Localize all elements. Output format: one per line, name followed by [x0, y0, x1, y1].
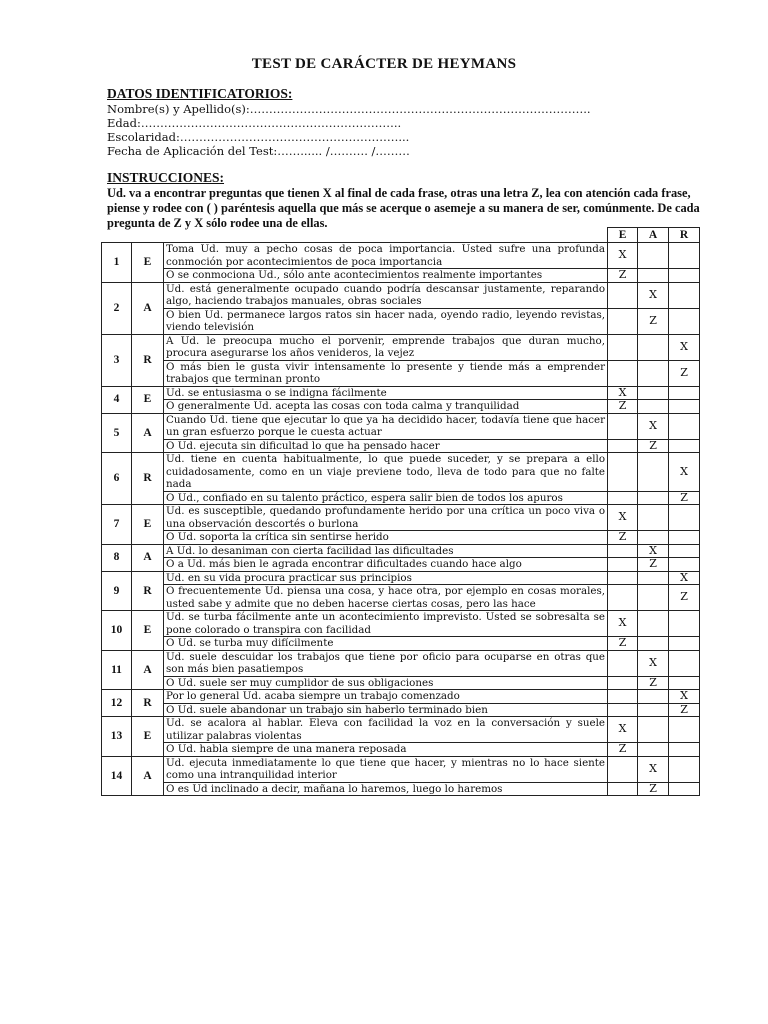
question-z-text[interactable]: O Ud., confiado en su talento práctico, espera salir bien de todos los apuros: [164, 491, 608, 505]
answer-cell-r[interactable]: Z: [669, 703, 700, 717]
table-row: [102, 611, 700, 637]
answer-cell-a: [638, 360, 669, 386]
answer-cell-a: [638, 505, 669, 531]
answer-cell-e[interactable]: X: [608, 386, 638, 400]
answer-cell-r[interactable]: X: [669, 690, 700, 704]
item-type: E: [132, 717, 164, 757]
item-type: A: [132, 282, 164, 334]
question-z-text[interactable]: O Ud. se turba muy difícilmente: [164, 637, 608, 651]
answer-cell-r[interactable]: Z: [669, 491, 700, 505]
table-row: [102, 243, 700, 269]
question-x-text[interactable]: A Ud. le preocupa mucho el porvenir, emprende trabajos que duran mucho, procura asegurarse los años venideros, la vejez: [164, 334, 608, 360]
answer-cell-r: [669, 243, 700, 269]
table-row: [102, 453, 700, 492]
answer-cell-e: [608, 413, 638, 439]
answer-cell-r: [669, 505, 700, 531]
question-x-text[interactable]: Ud. tiene en cuenta habitualmente, lo que puede suceder, y se prepara a ello cuidadosamente, como en un viaje previene todo, lleva de todo para que no falte nada: [164, 453, 608, 492]
table-row: [102, 558, 700, 572]
item-number: 8: [102, 544, 132, 571]
answer-cell-r: [669, 782, 700, 796]
answer-cell-a[interactable]: Z: [638, 439, 669, 453]
table-header-row: [102, 228, 700, 243]
answer-cell-a: [638, 743, 669, 757]
answer-cell-r: [669, 637, 700, 651]
question-x-text[interactable]: Ud. se entusiasma o se indigna fácilmente: [164, 386, 608, 400]
table-row: [102, 756, 700, 782]
answer-cell-r: [669, 717, 700, 743]
item-type: E: [132, 243, 164, 283]
field-fecha: Fecha de Aplicación del Test:……...... /………. /………: [107, 144, 410, 158]
answer-cell-e: [608, 676, 638, 690]
question-z-text[interactable]: O se conmociona Ud., sólo ante acontecimientos realmente importantes: [164, 269, 608, 283]
answer-cell-e: [608, 690, 638, 704]
question-z-text[interactable]: O generalmente Ud. acepta las cosas con toda calma y tranquilidad: [164, 400, 608, 414]
answer-cell-a[interactable]: X: [638, 544, 669, 558]
field-escolaridad: Escolaridad:…………………………………………………...: [107, 130, 410, 144]
table-row: [102, 650, 700, 676]
item-type: E: [132, 611, 164, 651]
table-row: [102, 571, 700, 585]
item-number: 11: [102, 650, 132, 690]
question-x-text[interactable]: Ud. se turba fácilmente ante un acontecimiento imprevisto. Usted se sobresalta se pone colorado o transpira con facilidad: [164, 611, 608, 637]
table-row: [102, 400, 700, 414]
table-row: [102, 308, 700, 334]
answer-cell-e[interactable]: X: [608, 611, 638, 637]
item-type: A: [132, 756, 164, 796]
answer-cell-r: [669, 400, 700, 414]
item-number: 9: [102, 571, 132, 611]
question-z-text[interactable]: O Ud. suele ser muy cumplidor de sus obligaciones: [164, 676, 608, 690]
answer-cell-r: [669, 531, 700, 545]
answer-cell-e: [608, 308, 638, 334]
table-row: [102, 690, 700, 704]
answer-cell-r: [669, 611, 700, 637]
header-blank: [102, 228, 608, 243]
table-row: [102, 676, 700, 690]
item-type: A: [132, 413, 164, 453]
table-row: [102, 544, 700, 558]
answer-cell-e: [608, 544, 638, 558]
answer-cell-a: [638, 400, 669, 414]
answer-cell-r: [669, 308, 700, 334]
answer-cell-e: [608, 585, 638, 611]
answer-cell-a: [638, 334, 669, 360]
question-z-text[interactable]: O Ud. suele abandonar un trabajo sin haberlo terminado bien: [164, 703, 608, 717]
answer-cell-a[interactable]: X: [638, 282, 669, 308]
question-x-text[interactable]: A Ud. lo desaniman con cierta facilidad las dificultades: [164, 544, 608, 558]
item-type: R: [132, 453, 164, 505]
question-z-text[interactable]: O Ud. ejecuta sin dificultad lo que ha pensado hacer: [164, 439, 608, 453]
answer-cell-a: [638, 611, 669, 637]
field-edad: Edad:…………………………………………………………..: [107, 116, 402, 130]
answer-cell-e: [608, 282, 638, 308]
datos-heading: DATOS IDENTIFICATORIOS:: [107, 86, 293, 101]
field-nombre: Nombre(s) y Apellido(s):……………………………………………………………………………..: [107, 102, 591, 116]
answer-cell-a[interactable]: Z: [638, 558, 669, 572]
answer-cell-e[interactable]: Z: [608, 269, 638, 283]
item-number: 2: [102, 282, 132, 334]
answer-cell-a: [638, 637, 669, 651]
answer-cell-r: [669, 386, 700, 400]
item-number: 13: [102, 717, 132, 757]
question-z-text[interactable]: O Ud. habla siempre de una manera reposada: [164, 743, 608, 757]
answer-cell-r: [669, 743, 700, 757]
answer-cell-a: [638, 269, 669, 283]
table-row: [102, 269, 700, 283]
answer-cell-a[interactable]: X: [638, 756, 669, 782]
answer-cell-r: [669, 650, 700, 676]
answer-cell-e: [608, 782, 638, 796]
answer-cell-a: [638, 243, 669, 269]
item-number: 10: [102, 611, 132, 651]
answer-cell-e: [608, 571, 638, 585]
table-row: [102, 743, 700, 757]
answer-cell-e[interactable]: Z: [608, 400, 638, 414]
question-x-text[interactable]: Por lo general Ud. acaba siempre un trabajo comenzado: [164, 690, 608, 704]
answer-cell-a: [638, 571, 669, 585]
table-row: [102, 282, 700, 308]
table-row: [102, 413, 700, 439]
datos-section: [107, 86, 707, 158]
answer-cell-e: [608, 453, 638, 492]
question-x-text[interactable]: Ud. en su vida procura practicar sus principios: [164, 571, 608, 585]
column-header-r: R: [669, 228, 700, 243]
table-row: [102, 585, 700, 611]
answer-cell-r: [669, 676, 700, 690]
answer-cell-a: [638, 386, 669, 400]
answer-cell-a: [638, 531, 669, 545]
item-number: 5: [102, 413, 132, 453]
question-z-text[interactable]: O es Ud inclinado a decir, mañana lo haremos, luego lo haremos: [164, 782, 608, 796]
table-row: [102, 386, 700, 400]
answer-cell-r: [669, 756, 700, 782]
table-row: [102, 505, 700, 531]
item-number: 1: [102, 243, 132, 283]
item-number: 12: [102, 690, 132, 717]
answer-cell-a[interactable]: X: [638, 413, 669, 439]
answer-cell-e: [608, 756, 638, 782]
item-type: E: [132, 386, 164, 413]
answer-cell-a: [638, 703, 669, 717]
table-row: [102, 782, 700, 796]
answer-cell-a[interactable]: Z: [638, 782, 669, 796]
test-table: [101, 227, 700, 796]
answer-cell-r[interactable]: X: [669, 334, 700, 360]
item-number: 7: [102, 505, 132, 545]
answer-cell-r[interactable]: X: [669, 571, 700, 585]
answer-cell-e: [608, 703, 638, 717]
answer-cell-a[interactable]: Z: [638, 676, 669, 690]
instrucciones-text: Ud. va a encontrar preguntas que tienen X al final de cada frase, otras una letra Z, lea con atención cada frase, piense y rodee con ( ) paréntesis aquella que más se acerque o asemeje a su manera de ser, comúnmente. De cada pregunta de Z y X sólo rodee una de ellas.: [107, 186, 700, 230]
answer-cell-r: [669, 439, 700, 453]
document-title: TEST DE CARÁCTER DE HEYMANS: [251, 56, 517, 72]
question-z-text[interactable]: O bien Ud. permanece largos ratos sin hacer nada, oyendo radio, leyendo revistas, viendo televisión: [164, 308, 608, 334]
table-row: [102, 717, 700, 743]
answer-cell-a: [638, 453, 669, 492]
table-row: [102, 703, 700, 717]
answer-cell-r: [669, 558, 700, 572]
answer-cell-e[interactable]: Z: [608, 743, 638, 757]
question-x-text[interactable]: Ud. se acalora al hablar. Eleva con facilidad la voz en la conversación y suele utilizar palabras violentas: [164, 717, 608, 743]
item-type: R: [132, 571, 164, 611]
answer-cell-e: [608, 360, 638, 386]
question-z-text[interactable]: O más bien le gusta vivir intensamente lo presente y tiende más a emprender trabajos que terminan pronto: [164, 360, 608, 386]
item-type: A: [132, 650, 164, 690]
answer-cell-e[interactable]: Z: [608, 637, 638, 651]
question-z-text[interactable]: O Ud. soporta la crítica sin sentirse herido: [164, 531, 608, 545]
answer-cell-r[interactable]: Z: [669, 360, 700, 386]
answer-cell-r: [669, 413, 700, 439]
question-x-text[interactable]: Ud. ejecuta inmediatamente lo que tiene que hacer, y mientras no lo hace siente como una intranquilidad interior: [164, 756, 608, 782]
question-z-text[interactable]: O frecuentemente Ud. piensa una cosa, y hace otra, por ejemplo en cosas morales, usted sabe y admite que no deben hacerse ciertas cosas, pero las hace: [164, 585, 608, 611]
question-x-text[interactable]: Ud. es susceptible, quedando profundamente herido por una crítica un poco viva o una observación descortés o burlona: [164, 505, 608, 531]
item-number: 14: [102, 756, 132, 796]
answer-cell-r[interactable]: Z: [669, 585, 700, 611]
question-x-text[interactable]: Cuando Ud. tiene que ejecutar lo que ya ha decidido hacer, todavía tiene que hacer un gran esfuerzo porque le cuesta actuar: [164, 413, 608, 439]
answer-cell-e[interactable]: Z: [608, 531, 638, 545]
question-x-text[interactable]: Ud. suele descuidar los trabajos que tiene por oficio para ocuparse en otras que son más bien pasatiempos: [164, 650, 608, 676]
answer-cell-e[interactable]: X: [608, 243, 638, 269]
answer-cell-a: [638, 717, 669, 743]
table-row: [102, 531, 700, 545]
column-header-e: E: [608, 228, 638, 243]
answer-cell-e: [608, 491, 638, 505]
item-type: E: [132, 505, 164, 545]
answer-cell-e: [608, 334, 638, 360]
item-type: A: [132, 544, 164, 571]
answer-cell-r[interactable]: X: [669, 453, 700, 492]
table-row: [102, 491, 700, 505]
answer-cell-e[interactable]: X: [608, 505, 638, 531]
answer-cell-a: [638, 585, 669, 611]
instrucciones-heading: INSTRUCCIONES:: [107, 170, 225, 185]
question-x-text[interactable]: Ud. está generalmente ocupado cuando podría descansar justamente, reparando algo, haciendo trabajos manuales, obras sociales: [164, 282, 608, 308]
item-number: 6: [102, 453, 132, 505]
question-x-text[interactable]: Toma Ud. muy a pecho cosas de poca importancia. Usted sufre una profunda conmoción por acontecimientos de poca importancia: [164, 243, 608, 269]
item-type: R: [132, 690, 164, 717]
column-header-a: A: [638, 228, 669, 243]
answer-cell-e: [608, 558, 638, 572]
table-row: [102, 360, 700, 386]
instrucciones-section: [107, 170, 707, 231]
table-row: [102, 334, 700, 360]
test-table-body: [102, 243, 700, 796]
item-type: R: [132, 334, 164, 386]
answer-cell-a: [638, 690, 669, 704]
answer-cell-r: [669, 544, 700, 558]
answer-cell-e[interactable]: X: [608, 717, 638, 743]
answer-cell-a[interactable]: Z: [638, 308, 669, 334]
table-row: [102, 637, 700, 651]
answer-cell-e: [608, 650, 638, 676]
item-number: 4: [102, 386, 132, 413]
answer-cell-r: [669, 269, 700, 283]
item-number: 3: [102, 334, 132, 386]
answer-cell-e: [608, 439, 638, 453]
answer-cell-r: [669, 282, 700, 308]
table-row: [102, 439, 700, 453]
answer-cell-a[interactable]: X: [638, 650, 669, 676]
question-z-text[interactable]: O a Ud. más bien le agrada encontrar dificultades cuando hace algo: [164, 558, 608, 572]
answer-cell-a: [638, 491, 669, 505]
